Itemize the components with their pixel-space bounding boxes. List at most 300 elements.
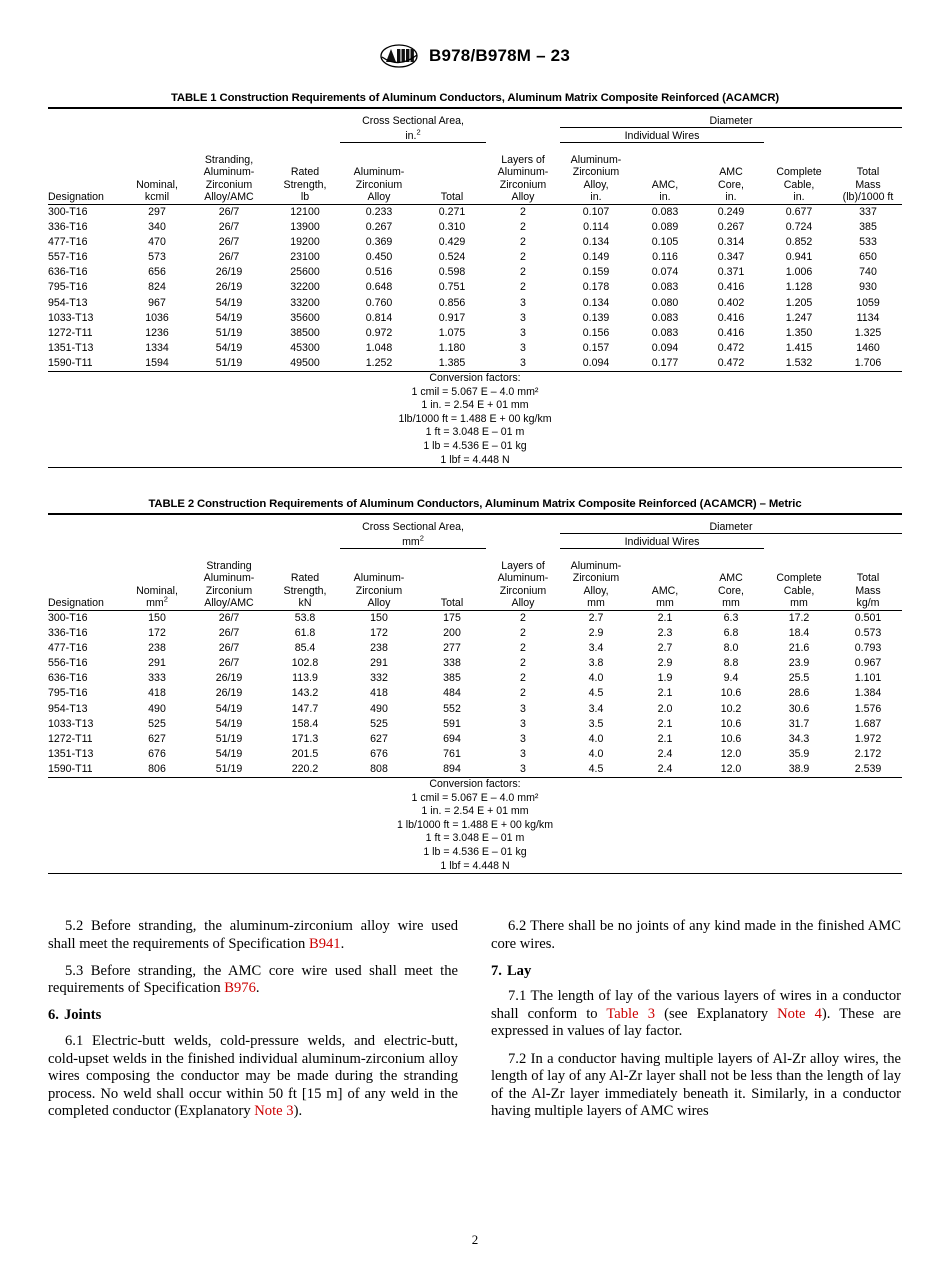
table-cell: 740 [859, 266, 877, 279]
cell-designation: 1272-T11 [48, 732, 93, 745]
table-cell: 2.1 [632, 611, 698, 627]
table-row [48, 641, 902, 656]
table-cell: 0.314 [717, 236, 745, 249]
table-cell: 2 [520, 281, 526, 294]
table-cell: 0.083 [651, 281, 679, 294]
table-cell: 694 [443, 732, 461, 745]
table-cell: 0.094 [651, 341, 679, 354]
table-cell: 26/19 [215, 266, 243, 279]
table-cell: 147.7 [291, 702, 319, 715]
table-cell: 0.677 [764, 205, 834, 221]
table-cell: 3.5 [588, 717, 604, 730]
table-cell: 3 [520, 732, 526, 745]
table-cell: 490 [370, 702, 388, 715]
table-cell: 0.116 [652, 251, 678, 264]
table-cell: 1460 [856, 341, 880, 354]
table-cell: 1.532 [785, 356, 813, 369]
para-text-end: . [340, 935, 345, 952]
table-cell: 26/7 [188, 611, 270, 627]
table-cell: 12.0 [720, 762, 742, 775]
table-row [48, 220, 902, 235]
conversion-line: 1 cmil = 5.067 E – 4.0 mm² [411, 385, 539, 398]
cell-designation: 795-T16 [48, 281, 88, 294]
table-cell: 552 [443, 702, 461, 715]
table-row [48, 235, 902, 250]
cell-designation: 1351-T13 [48, 747, 94, 760]
table-cell: 26/7 [218, 221, 240, 234]
table-cell: 291 [148, 657, 166, 670]
table-cell: 418 [148, 687, 166, 700]
table-cell: 1594 [145, 356, 169, 369]
table-cell: 1.576 [854, 702, 882, 715]
conversion-line: 1 cmil = 5.067 E – 4.0 mm² [411, 791, 539, 804]
table-cell: 2.9 [657, 657, 673, 670]
table-cell: 1.9 [657, 672, 673, 685]
table-cell: 0.917 [438, 311, 466, 324]
table-cell: 0.972 [365, 326, 393, 339]
th-nominal: Nominal, $mm^2$ [126, 548, 188, 611]
table-cell: 45300 [290, 341, 320, 354]
table-cell: 3 [520, 702, 526, 715]
section-title: Joints [63, 1007, 102, 1024]
table-cell: 26/19 [215, 281, 243, 294]
th-csa-total: Total [418, 548, 486, 611]
section-heading-6 [48, 1007, 458, 1025]
table-cell: 0.249 [698, 205, 764, 221]
unit-text: in. [405, 129, 417, 142]
table-cell: 0.852 [785, 236, 813, 249]
cell-designation: 954-T13 [48, 296, 88, 309]
cell-designation: 477-T16 [48, 642, 88, 655]
para-text-end: ). [293, 1103, 303, 1120]
cell-designation: 1033-T13 [48, 717, 94, 730]
conversion-line: 1 in. = 2.54 E + 01 mm [421, 805, 529, 818]
table-cell: 38500 [290, 326, 320, 339]
table-cell: 650 [859, 251, 877, 264]
cell-designation: 336-T16 [48, 627, 88, 640]
table-cell: 0.233 [340, 205, 418, 221]
table-cell: 102.8 [291, 657, 319, 670]
table-cell: 85.4 [294, 642, 316, 655]
table-cell: 1.180 [438, 341, 466, 354]
table-cell: 172 [370, 627, 388, 640]
table-cell: 3 [520, 296, 526, 309]
xref-note-3[interactable]: Note 3 [254, 1103, 294, 1120]
xref-note-4[interactable]: Note 4 [777, 1005, 822, 1022]
table-cell: 26/7 [218, 251, 240, 264]
cell-designation: 557-T16 [48, 251, 88, 264]
table-cell: 385 [443, 672, 461, 685]
section-number: 6. [48, 1007, 59, 1024]
table-row [48, 702, 902, 717]
table-1-conversion-factors [48, 372, 902, 468]
table-cell: 10.6 [720, 732, 742, 745]
table-cell: 0.648 [365, 281, 393, 294]
conversion-line: 1 ft = 3.048 E – 01 m [425, 426, 525, 439]
para-text: 5.3 Before stranding, the AMC core wire used shall meet the requirements of Specification [48, 962, 458, 997]
th-nominal: Nominal, kcmil [126, 142, 188, 205]
table-cell: 4.0 [588, 732, 604, 745]
table-cell: 8.0 [723, 642, 739, 655]
table-cell: 967 [148, 296, 166, 309]
th-complete-cable: Complete Cable, in. [764, 142, 834, 205]
table-cell: 238 [148, 642, 166, 655]
table-cell: 53.8 [270, 611, 340, 627]
th-designation: Designation [48, 142, 126, 205]
table-cell: 1.247 [785, 311, 813, 324]
table-cell: 0.573 [854, 627, 882, 640]
table-cell: 1059 [856, 296, 880, 309]
table-1-body [48, 205, 902, 372]
table-cell: 1036 [145, 311, 169, 324]
table-cell: 0.472 [717, 341, 745, 354]
table-1-bottom-rule [48, 468, 902, 470]
table-cell: 2.4 [657, 762, 673, 775]
unit-text: mm [402, 535, 420, 548]
cell-designation: 1590-T11 [48, 762, 93, 775]
table-cell: 2.1 [657, 717, 673, 730]
table-row [48, 311, 902, 326]
body-columns [48, 918, 902, 1130]
table-cell: 0.416 [717, 311, 745, 324]
table-cell: 150 [126, 611, 188, 627]
cell-designation: 1033-T13 [48, 311, 94, 324]
cell-designation: 336-T16 [48, 221, 88, 234]
body-column-right [491, 918, 901, 1130]
conversion-line: 1 lbf = 4.448 N [440, 859, 510, 872]
table-cell: 0.524 [438, 251, 466, 264]
table-cell: 533 [859, 236, 877, 249]
para-6-1 [48, 1033, 458, 1121]
table-2-group-row-2 [48, 533, 902, 548]
th-rated-strength: Rated Strength, kN [270, 548, 340, 611]
table-cell: 0.134 [582, 296, 610, 309]
table-cell: 0.267 [365, 221, 393, 234]
group-cross-sectional-area-unit [340, 127, 486, 142]
body-column-left [48, 918, 458, 1130]
table-cell: 2 [520, 642, 526, 655]
table-cell: 26/7 [218, 627, 240, 640]
th-dia-amc: AMC, mm [632, 548, 698, 611]
table-cell: 54/19 [215, 702, 243, 715]
table-2-header-row [48, 548, 902, 611]
table-cell: 385 [859, 221, 877, 234]
table-cell: 1334 [145, 341, 169, 354]
para-5-2 [48, 918, 458, 953]
table-cell: 3 [520, 326, 526, 339]
cell-designation: 954-T13 [48, 702, 88, 715]
cell-designation: 556-T16 [48, 657, 88, 670]
conversion-heading: Conversion factors: [429, 778, 521, 791]
table-cell: 3.4 [588, 702, 604, 715]
table-cell: 158.4 [291, 717, 319, 730]
table-cell: 0.450 [365, 251, 393, 264]
xref-table-3[interactable]: Table 3 [606, 1005, 655, 1022]
table-cell: 0.760 [365, 296, 393, 309]
table-cell: 1.325 [854, 326, 882, 339]
table-row [48, 296, 902, 311]
table-cell: 0.347 [717, 251, 745, 264]
th-dia-amc: AMC, in. [632, 142, 698, 205]
table-cell: 2 [486, 205, 560, 221]
table-cell: 51/19 [215, 326, 243, 339]
table-cell: 297 [126, 205, 188, 221]
table-cell: 23.9 [788, 657, 810, 670]
table-cell: 337 [834, 205, 902, 221]
cell-designation: 300-T16 [48, 611, 126, 627]
table-cell: 0.271 [418, 205, 486, 221]
table-cell: 333 [148, 672, 166, 685]
table-cell: 0.083 [651, 311, 679, 324]
table-cell: 2.9 [588, 627, 604, 640]
th-total-mass: Total Mass (lb)/1000 ft [834, 142, 902, 205]
table-cell: 1236 [145, 326, 169, 339]
table-cell: 525 [148, 717, 166, 730]
running-head [0, 44, 950, 68]
table-1-header-row [48, 142, 902, 205]
table-cell: 4.5 [588, 762, 604, 775]
unit-sup: 2 [419, 532, 424, 542]
table-cell: 1.415 [785, 341, 813, 354]
table-cell: 0.598 [438, 266, 466, 279]
para-5-3 [48, 963, 458, 998]
table-row [48, 265, 902, 280]
conversion-line: 1 lb = 4.536 E – 01 kg [423, 440, 527, 452]
table-cell: 31.7 [788, 717, 810, 730]
cell-designation: 1272-T11 [48, 326, 93, 339]
conversion-list [48, 372, 902, 467]
table-cell: 2 [520, 221, 526, 234]
table-2-title: TABLE 2 Construction Requirements of Aluminum Conductors, Aluminum Matrix Composite Reinforced (ACAMCR) – Metric [148, 498, 802, 510]
table-cell: 2.1 [657, 687, 673, 700]
table-cell: 277 [443, 642, 461, 655]
table-row [48, 671, 902, 686]
table-cell: 1.385 [438, 356, 466, 369]
table-cell: 0.139 [582, 311, 610, 324]
table-cell: 35600 [290, 311, 320, 324]
conversion-list [48, 778, 902, 873]
table-cell: 1.006 [785, 266, 813, 279]
section-title: Lay [506, 962, 532, 979]
table-cell: 0.516 [365, 266, 393, 279]
table-row [48, 341, 902, 356]
table-cell: 3 [520, 311, 526, 324]
table-1-conversion-row [48, 372, 902, 468]
table-cell: 12.0 [720, 747, 742, 760]
table-cell: 0.310 [438, 221, 466, 234]
cell-designation: 795-T16 [48, 687, 88, 700]
table-cell: 627 [148, 732, 166, 745]
table-cell: 10.2 [720, 702, 742, 715]
th-csa-alzr-alloy: Aluminum- Zirconium Alloy [340, 142, 418, 205]
conversion-line: 1 lb/1000 ft = 1.488 E + 00 kg/km [396, 818, 554, 831]
table-1-title: TABLE 1 Construction Requirements of Aluminum Conductors, Aluminum Matrix Composite Reinforced (ACAMCR) [170, 92, 780, 104]
table-cell: 2.172 [854, 747, 882, 760]
table-cell: 761 [443, 747, 461, 760]
table-cell: 0.134 [582, 236, 610, 249]
table-2-conversion-row [48, 778, 902, 874]
table-cell: 0.472 [717, 356, 745, 369]
conversion-line: 1 lbf = 4.448 N [440, 453, 510, 466]
table-cell: 10.6 [720, 717, 742, 730]
table-cell: 3 [520, 762, 526, 775]
table-cell: 2.1 [657, 732, 673, 745]
table-cell: 19200 [290, 236, 320, 249]
table-cell: 171.3 [291, 732, 319, 745]
cell-designation: 300-T16 [48, 205, 126, 221]
table-cell: 824 [148, 281, 166, 294]
table-cell: 2 [520, 266, 526, 279]
table-cell: 26/7 [218, 642, 240, 655]
table-cell: 806 [148, 762, 166, 775]
table-cell: 0.429 [438, 236, 466, 249]
th-layers: Layers of Aluminum- Zirconium Alloy [486, 548, 560, 611]
cell-designation: 477-T16 [48, 236, 88, 249]
table-row [48, 326, 902, 341]
th-total-mass: Total Mass kg/m [834, 548, 902, 611]
conversion-heading: Conversion factors: [429, 372, 521, 385]
th-complete-cable: Complete Cable, mm [764, 548, 834, 611]
table-cell: 38.9 [788, 762, 810, 775]
table-cell: 2.7 [657, 642, 673, 655]
table-cell: 6.8 [723, 627, 739, 640]
conversion-line: 1lb/1000 ft = 1.488 E + 00 kg/km [398, 412, 552, 425]
table-cell: 34.3 [788, 732, 810, 745]
table-cell: 0.089 [651, 221, 679, 234]
table-cell: 1.972 [854, 732, 882, 745]
table-cell: 1.101 [854, 672, 882, 685]
table-cell: 54/19 [215, 296, 243, 309]
table-cell: 1134 [856, 311, 880, 324]
table-cell: 143.2 [291, 687, 319, 700]
table-cell: 627 [370, 732, 388, 745]
table-cell: 1.205 [785, 296, 813, 309]
table-cell: 3 [520, 356, 526, 369]
section-heading-7 [491, 963, 901, 981]
table-cell: 0.751 [438, 281, 466, 294]
table-cell: 0.793 [854, 642, 882, 655]
table-cell: 525 [370, 717, 388, 730]
group-diameter: Diameter [560, 518, 902, 533]
table-cell: 33200 [290, 296, 320, 309]
table-cell: 0.814 [365, 311, 393, 324]
table-row [48, 717, 902, 732]
group-cross-sectional-area: Cross Sectional Area, [362, 115, 464, 127]
table-row [48, 686, 902, 701]
table-cell: 291 [370, 657, 388, 670]
table-cell: 35.9 [788, 747, 810, 760]
table-cell: 470 [148, 236, 166, 249]
table-cell: 0.416 [717, 326, 745, 339]
th-amc-core: AMC Core, in. [698, 142, 764, 205]
table-cell: 0.178 [582, 281, 610, 294]
table-row [48, 250, 902, 265]
table-cell: 54/19 [215, 341, 243, 354]
table-cell: 8.8 [723, 657, 739, 670]
table-cell: 3 [520, 717, 526, 730]
table-row [48, 747, 902, 762]
table-cell: 21.6 [788, 642, 810, 655]
table-cell: 0.074 [651, 266, 679, 279]
table-2-conversion-factors [48, 778, 902, 874]
cell-designation: 1351-T13 [48, 341, 94, 354]
table-cell: 3 [520, 747, 526, 760]
th-csa-total: Total [418, 142, 486, 205]
table-cell: 1.384 [854, 687, 882, 700]
table-cell: 573 [148, 251, 166, 264]
table-cell: 26/7 [218, 657, 240, 670]
table-cell: 0.083 [651, 326, 679, 339]
table-cell: 930 [859, 281, 877, 294]
table-cell: 1.075 [438, 326, 466, 339]
table-row [48, 656, 902, 671]
table-cell: 676 [370, 747, 388, 760]
table-cell: 3 [520, 341, 526, 354]
table-cell: 0.856 [438, 296, 466, 309]
table-cell: 1.128 [785, 281, 813, 294]
para-text-mid: (see Explanatory [655, 1005, 778, 1022]
table-cell: 3.8 [588, 657, 604, 670]
th-layers: Layers of Aluminum- Zirconium Alloy [486, 142, 560, 205]
table-cell: 0.149 [582, 251, 610, 264]
table-cell: 49500 [290, 356, 320, 369]
page-number: 2 [471, 1232, 479, 1247]
para-text: 6.1 Electric-butt welds, cold-pressure welds, and electric-butt, cold-upset welds in the finished individual aluminum-zirconium alloy wires composing the conductor may be made during the stranding process. No weld shall occur within 50 ft [15 m] of any weld in the completed conductor (Explanatory [48, 1032, 458, 1120]
table-cell: 172 [148, 627, 166, 640]
table-cell: 201.5 [291, 747, 319, 760]
conversion-line: 1 in. = 2.54 E + 01 mm [421, 399, 529, 412]
table-cell: 490 [148, 702, 166, 715]
table-cell: 175 [418, 611, 486, 627]
table-row [48, 280, 902, 295]
table-cell: 2 [486, 611, 560, 627]
table-cell: 18.4 [788, 627, 810, 640]
table-cell: 28.6 [788, 687, 810, 700]
para-text-end: ). These are expressed in values of lay factor. [491, 1005, 901, 1040]
table-cell: 2.3 [657, 627, 673, 640]
table-cell: 150 [340, 611, 418, 627]
table-cell: 200 [443, 627, 461, 640]
table-row [48, 732, 902, 747]
table-cell: 338 [443, 657, 461, 670]
group-cross-sectional-area: Cross Sectional Area, [362, 521, 464, 533]
table-cell: 238 [370, 642, 388, 655]
table-1 [48, 107, 902, 469]
table-cell: 340 [148, 221, 166, 234]
table-cell: 4.5 [588, 687, 604, 700]
xref-b976[interactable]: B976 [224, 980, 256, 997]
group-individual-wires: Individual Wires [560, 533, 764, 548]
xref-b941[interactable]: B941 [308, 935, 341, 952]
table-cell: 30.6 [788, 702, 810, 715]
table-cell: 0.094 [582, 356, 610, 369]
table-2-group-row-1 [48, 518, 902, 533]
table-cell: 220.2 [291, 762, 319, 775]
table-row [48, 762, 902, 778]
table-2-body [48, 611, 902, 778]
table-row [48, 611, 902, 627]
table-1-group-row-2 [48, 127, 902, 142]
conversion-line: 1 lb = 4.536 E – 01 kg [423, 846, 527, 858]
table-cell: 1.350 [785, 326, 813, 339]
table-cell: 113.9 [292, 672, 318, 685]
para-text: 5.2 Before stranding, the aluminum-zirconium alloy wire used shall meet the requirements of Specification [48, 918, 458, 952]
table-cell: 0.157 [582, 341, 610, 354]
table-cell: 2 [520, 657, 526, 670]
running-head-title: B978/B978M – 23 [429, 46, 570, 65]
table-cell: 2.4 [657, 747, 673, 760]
astm-logo-icon [380, 44, 420, 68]
